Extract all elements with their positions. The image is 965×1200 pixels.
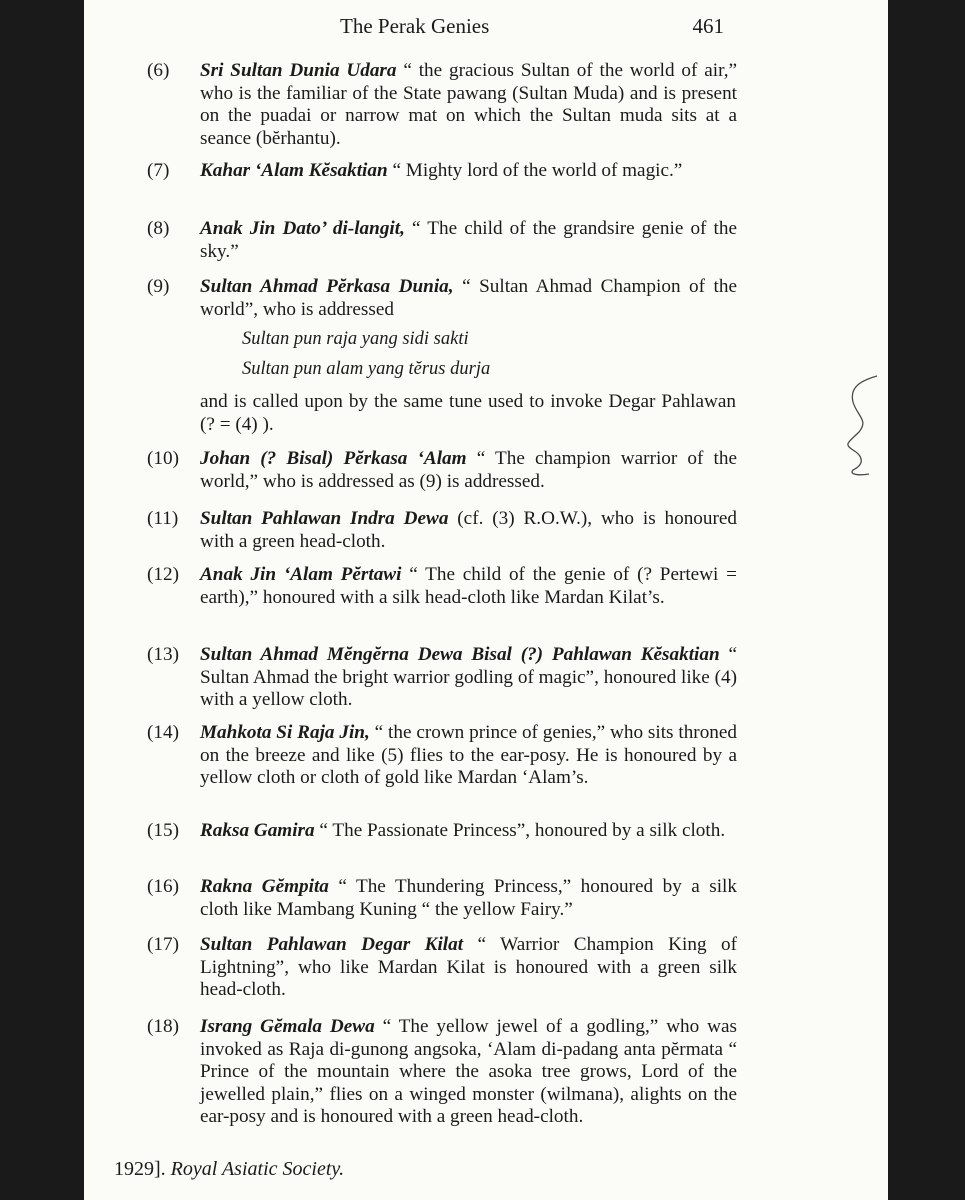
genie-name: Sultan Ahmad Pĕrkasa Dunia,: [200, 276, 454, 297]
entry-text: “ The Passionate Princess”, honoured by a silk cloth.: [314, 820, 726, 841]
entry-text: “ Warrior Champion King of Lightning”, who like Mardan Kilat is honoured with a green silk head-cloth.: [200, 934, 738, 1001]
genie-name: Israng Gĕmala Dewa: [200, 1016, 375, 1037]
entry-13: [147, 644, 737, 712]
entry-text: “ The Thundering Princess,” honoured by a silk cloth like Mambang Kuning “ the yellow Fairy.”: [200, 876, 737, 920]
entry-18: [147, 1016, 737, 1129]
entry-11: [147, 508, 737, 553]
page-footer: [114, 1158, 344, 1181]
entry-16: [147, 876, 737, 921]
verse-line-2: Sultan pun alam yang tĕrus durja: [242, 359, 491, 379]
entry-number: (16): [147, 876, 179, 897]
genie-name: Sultan Ahmad Mĕngĕrna Dewa Bisal (?) Pahlawan Kĕsaktian: [200, 644, 720, 665]
book-page: [84, 0, 888, 1200]
entry-9: [147, 276, 737, 321]
genie-name: Sri Sultan Dunia Udara: [200, 60, 397, 81]
entry-7: [147, 160, 737, 183]
entry-number: (9): [147, 276, 170, 297]
entry-17: [147, 934, 737, 1002]
entry-number: (7): [147, 160, 170, 181]
entry-number: (14): [147, 722, 179, 743]
continuation-paragraph: and is called upon by the same tune used to invoke Degar Pahlawan (? = (4) ).: [200, 391, 736, 435]
verse-line-1: Sultan pun raja yang sidi sakti: [242, 329, 469, 349]
page-number: 461: [692, 14, 724, 38]
running-header: [84, 10, 888, 44]
entry-15: [147, 820, 737, 843]
entry-8: [147, 218, 737, 263]
entry-number: (15): [147, 820, 179, 841]
entry-text: “ The champion warrior of the world,” who is addressed as (9) is addressed.: [200, 448, 737, 492]
entry-text: “ Sultan Ahmad Champion of the world”, who is addressed: [200, 276, 737, 320]
entry-text: “ the gracious Sultan of the world of air,” who is the familiar of the State pawang (Sultan Muda) and is present on the puadai or narrow mat on which the Sultan muda sits at a seance (bĕrhantu).: [200, 60, 738, 149]
entry-number: (17): [147, 934, 179, 955]
entry-text: “ Sultan Ahmad the bright warrior godling of magic”, honoured like (4) with a yellow cloth.: [200, 644, 737, 711]
entry-number: (18): [147, 1016, 179, 1037]
entry-number: (10): [147, 448, 179, 469]
footer-society: Royal Asiatic Society.: [170, 1158, 345, 1180]
entry-text: “ The child of the grandsire genie of the sky.”: [200, 218, 737, 262]
genie-name: Johan (? Bisal) Pĕrkasa ‘Alam: [200, 448, 467, 469]
entry-number: (13): [147, 644, 179, 665]
genie-name: Anak Jin Dato’ di-langit,: [200, 218, 405, 239]
footer-year: 1929].: [114, 1158, 166, 1180]
genie-name: Sultan Pahlawan Indra Dewa: [200, 508, 449, 529]
genie-name: Mahkota Si Raja Jin,: [200, 722, 370, 743]
entry-14: [147, 722, 737, 790]
genie-name: Anak Jin ‘Alam Pĕrtawi: [200, 564, 402, 585]
entry-text: “ the crown prince of genies,” who sits throned on the breeze and like (5) flies to the ear-posy. He is honoured by a yellow cloth or cloth of gold like Mardan ‘Alam’s.: [200, 722, 737, 789]
entry-12: [147, 564, 737, 609]
page-title: The Perak Genies: [340, 14, 490, 38]
pencil-brace-mark: [839, 370, 888, 480]
genie-name: Rakna Gĕmpita: [200, 876, 329, 897]
entry-text: (cf. (3) R.O.W.), who is honoured with a green head-cloth.: [200, 508, 737, 552]
entry-6: [147, 60, 737, 150]
entry-number: (6): [147, 60, 170, 81]
genie-name: Kahar ‘Alam Kĕsaktian: [200, 160, 388, 181]
entry-10: [147, 448, 737, 493]
entry-number: (11): [147, 508, 179, 529]
entry-number: (8): [147, 218, 170, 239]
entry-text: “ Mighty lord of the world of magic.”: [387, 160, 683, 181]
genie-name: Sultan Pahlawan Degar Kilat: [200, 934, 464, 955]
entry-number: (12): [147, 564, 179, 585]
entry-text: “ The child of the genie of (? Pertewi = earth),” honoured with a silk head-cloth like Mardan Kilat’s.: [200, 564, 737, 608]
entry-text: “ The yellow jewel of a godling,” who was invoked as Raja di-gunong angsoka, ‘Alam di-padang anta pĕrmata “ Prince of the mountain where the asoka tree grows, Lord of the jewelled plain,” flies on a winged monster (wilmana), alights on the ear-posy and is honoured with a green head-cloth.: [200, 1016, 737, 1128]
genie-name: Raksa Gamira: [200, 820, 315, 841]
